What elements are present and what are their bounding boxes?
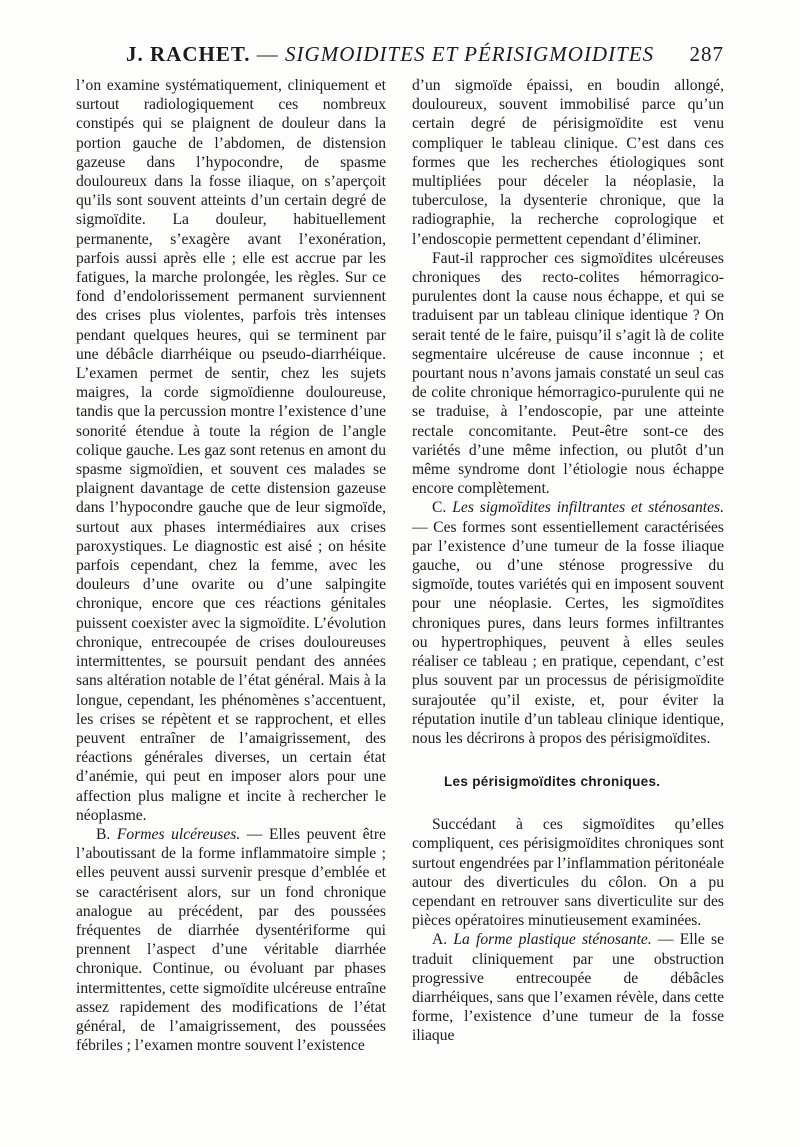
paragraph-text: — Elle se traduit cliniquement par une obstruction progressive entrecoupée de débâcles diarrhéiques, sans que l’examen révèle, dans cette forme, l’existence d’une tumeur de la fosse iliaque: [412, 931, 724, 1045]
section-heading: Les périsigmoïdites chroniques.: [444, 774, 661, 790]
paragraph-forme-plastique: [412, 930, 724, 1045]
page-number: 287: [689, 42, 724, 66]
paragraph-label: A.: [432, 931, 448, 949]
paragraph-left-1: l’on examine systématiquement, cliniquement et surtout radiologiquement ces nombreux constipés qui se plaignent de douleur dans la portion gauche de l’abdomen, de distension gazeuse dans l’hypocondre, de spasme douloureux dans la fosse iliaque, on s’aperçoit qu’ils sont souvent atteints d’un certain degré de sigmoïdite. La douleur, habituellement permanente, s’exagère avant l’exonération, parfois aussi après elle ; elle est accrue par les fatigues, la marche prolongée, les règles. Sur ce fond d’endolorissement permanent surviennent des crises plus violentes, parfois très intenses pendant quelques heures, qui se terminent par une débâcle diarrhéique ou pseudo-diarrhéique. L’examen permet de sentir, chez les sujets maigres, la corde sigmoïdienne douloureuse, tandis que la percussion montre l’existence d’une sonorité étendue à toute la région de l’angle colique gauche. Les gaz sont retenus en amont du spasme sigmoïdien, et souvent ces malades se plaignent davantage de cette distension gazeuse dans l’hypocondre gauche que de leur sigmoïde, surtout aux phases intermédiaires aux crises paroxystiques. Le diagnostic est aisé ; on hésite parfois cependant, chez la femme, avec les douleurs d’une ovarite ou d’une salpingite chronique, encore que ces réactions génitales puissent coexister avec la sigmoïdite. L’évolution chronique, entrecoupée de crises douloureuses intermittentes, se poursuit pendant des années sans altération notable de l’état général. Mais à la longue, cependant, les phénomènes s’accentuent, les crises se répètent et se rapprochent, et elles peuvent entraîner de l’amaigrissement, des réactions générales diverses, un certain état d’anémie, qui peut en imposer alors pour une affection plus maligne et incite à rechercher le néoplasme.: [76, 77, 386, 824]
paragraph-text: — Ces formes sont essentiellement caractérisées par l’existence d’une tumeur de la fosse iliaque gauche, ou d’une sténose progressive du sigmoïde, toutes variétés qui en imposent souvent pour une néoplasie. Certes, les sigmoïdites chroniques pures, dans leurs formes infiltrantes ou hypertrophiques, peuvent à elles seules réaliser ce tableau ; en pratique, cependant, c’est plus souvent par un processus de périsigmoïdite surajoutée qu’il existe, et, pour éviter la réputation inutile d’un tableau clinique identique, nous les décrirons à propos des périsigmoïdites.: [412, 518, 724, 747]
paragraph-sigmoidites-infiltrantes: [412, 498, 724, 748]
right-column: [412, 76, 724, 1046]
header-dash: —: [256, 42, 279, 66]
paragraph-right-2: Faut-il rapprocher ces sigmoïdites ulcéreuses chroniques des recto-colites hémorragico-purulentes dont la cause nous échappe, et qui se traduisent par un tableau clinique identique ? On serait tenté de le faire, puisqu’il s’agit là de colite segmentaire ulcéreuse de cause inconnue ; et pourtant nous n’avons jamais constaté un seul cas de colite chronique hémorragico-purulente qui ne se traduise, à l’endoscopie, par une atteinte rectale concomitante. Peut-être sont-ce des variétés d’une même infection, ou plutôt d’un même syndrome dont l’étiologie nous échappe encore complètement.: [412, 249, 724, 498]
paragraph-label: B.: [96, 825, 111, 843]
subsection-title: Formes ulcéreuses.: [116, 825, 241, 843]
paragraph-right-4: Succédant à ces sigmoïdites qu’elles compliquent, ces périsigmoïdites chroniques sont surtout engendrées par l’inflammation péritonéale autour des diverticules du côlon. On a pu cependant en retrouver sans diverticulite sur des pièces opératoires minutieusement examinées.: [412, 816, 724, 930]
header-left: [126, 42, 654, 67]
paragraph-text: — Elles peuvent être l’aboutissant de la forme inflammatoire simple ; elles peuvent aussi survenir presque d’emblée et se caractérisent alors, sur un fond chronique analogue au précédent, par des poussées fréquentes de diarrhée dysentériforme qui prennent l’aspect d’une véritable diarrhée chronique. Continue, ou évoluant par phases intermittentes, cette sigmoïdite ulcéreuse entraîne assez rapidement des modifications de l’état général, de l’amaigrissement, des poussées fébriles ; l’examen montre souvent l’existence: [76, 825, 386, 1055]
left-column: [76, 76, 386, 1055]
subsection-title: La forme plastique sténosante.: [453, 931, 652, 949]
subsection-title: Les sigmoïdites infiltrantes et sténosantes.: [452, 499, 724, 517]
header-title: SIGMOIDITES ET PÉRISIGMOIDITES: [285, 42, 655, 66]
paragraph-formes-ulcereuses: [76, 825, 386, 1055]
paragraph-right-1: d’un sigmoïde épaissi, en boudin allongé, douloureux, souvent immobilisé parce qu’un certain degré de périsigmoïdite est venu compliquer le tableau clinique. C’est dans ces formes que les recherches étiologiques sont multipliées pour déceler la néoplasie, la tuberculose, la dysenterie chronique, que la radiographie, la recherche coprologique et l’endoscopie permettent cependant d’éliminer.: [412, 77, 724, 248]
paragraph-label: C.: [432, 499, 447, 517]
running-header: [96, 42, 724, 72]
header-author: J. RACHET.: [126, 42, 251, 66]
